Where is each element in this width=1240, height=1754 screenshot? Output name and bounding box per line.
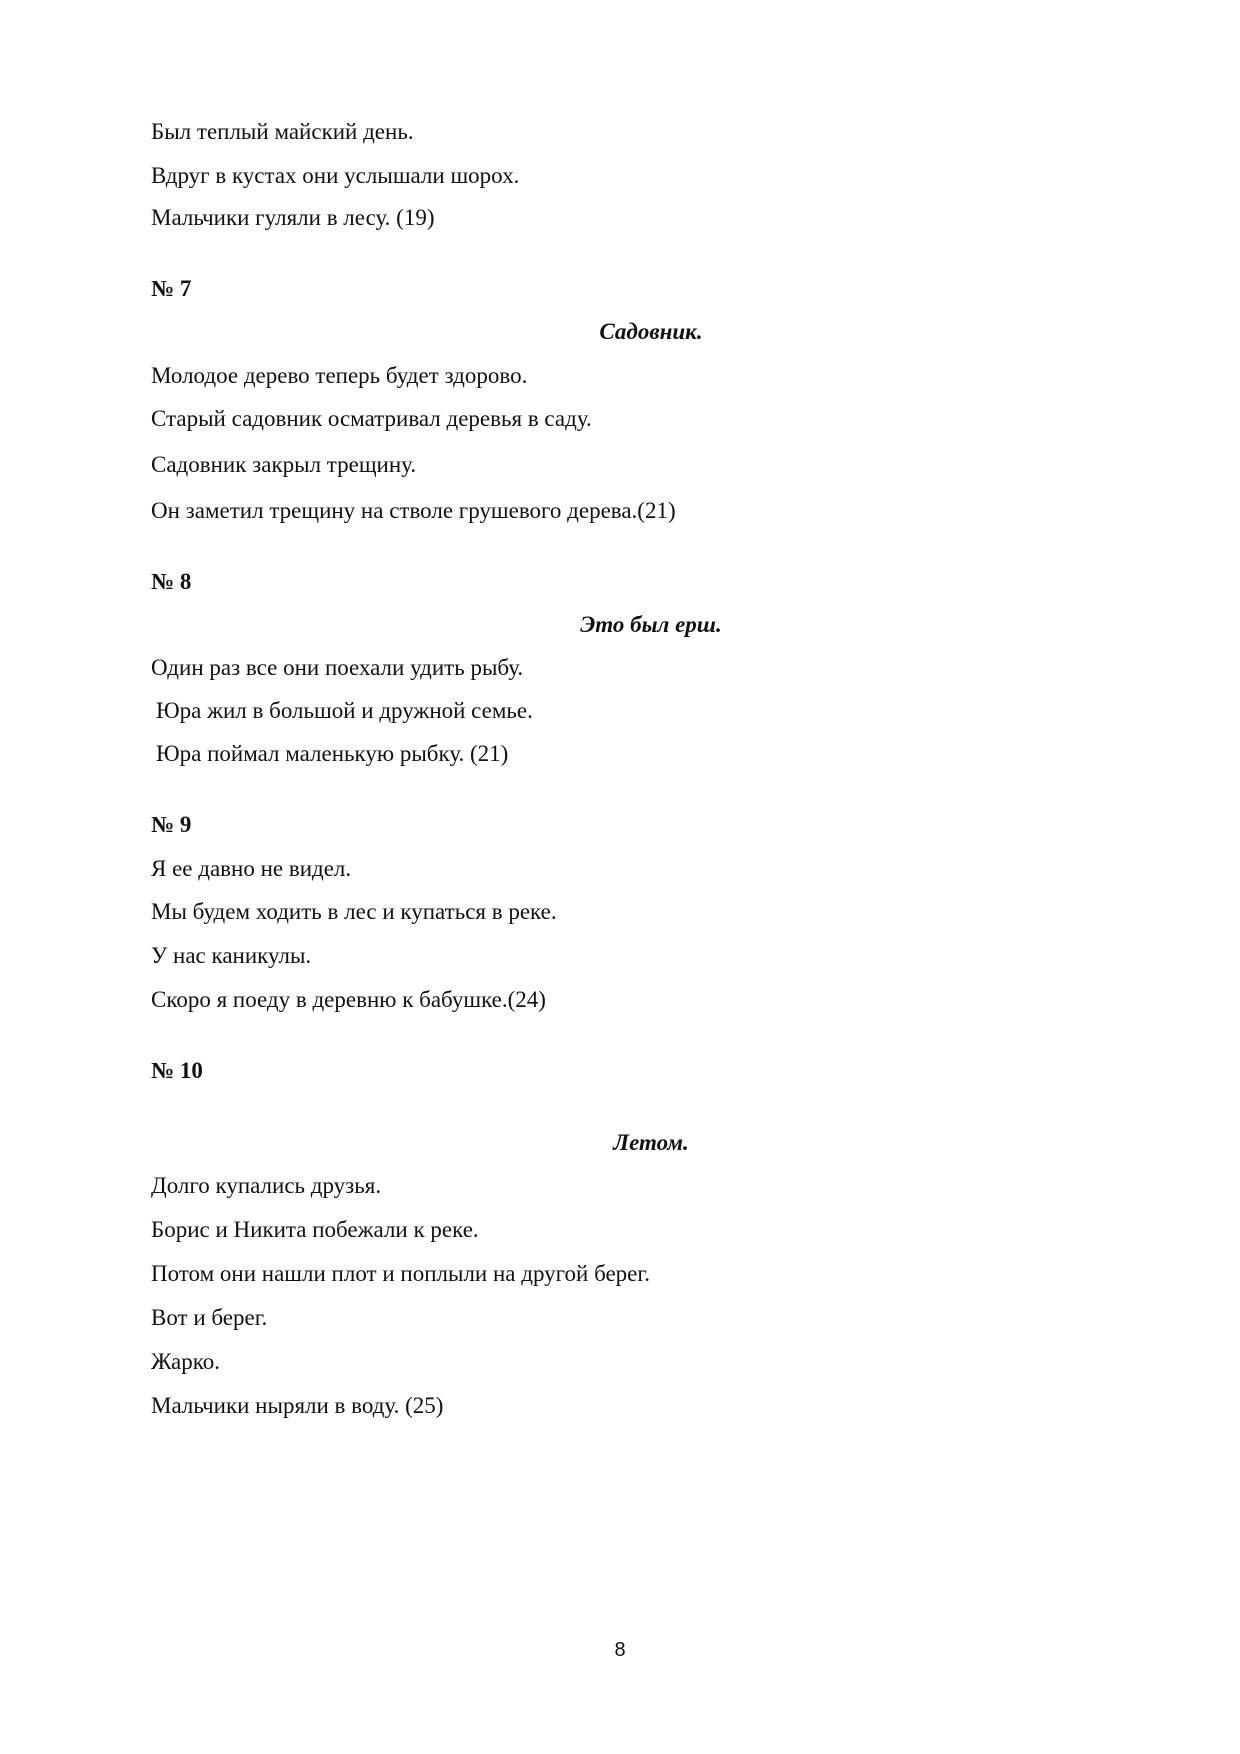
text-line: Юра жил в большой и дружной семье. (156, 698, 533, 723)
text-line: Один раз все они поехали удить рыбу. (151, 655, 524, 680)
text-line: Борис и Никита побежали к реке. (151, 1217, 479, 1242)
exercise-title: Садовник. (599, 319, 703, 344)
exercise-title: Летом. (613, 1130, 689, 1155)
text-line: Мальчики гуляли в лесу. (19) (151, 205, 435, 230)
text-line: Старый садовник осматривал деревья в саду. (151, 406, 592, 431)
text-line: Я ее давно не видел. (151, 856, 352, 881)
exercise-number: № 9 (151, 812, 192, 837)
exercise-number: № 8 (151, 569, 192, 594)
text-line: Молодое дерево теперь будет здорово. (151, 363, 528, 388)
text-line: Скоро я поеду в деревню к бабушке.(24) (151, 987, 546, 1012)
text-line: Садовник закрыл трещину. (151, 452, 417, 477)
text-line: Вдруг в кустах они услышали шорох. (151, 163, 520, 188)
text-line: Мальчики ныряли в воду. (25) (151, 1393, 444, 1418)
text-line: Жарко. (151, 1349, 220, 1374)
text-line: Мы будем ходить в лес и купаться в реке. (151, 899, 557, 924)
text-line: Он заметил трещину на стволе грушевого дерева.(21) (151, 498, 676, 523)
text-line: Потом они нашли плот и поплыли на другой берег. (151, 1261, 650, 1286)
exercise-number: № 10 (151, 1058, 203, 1083)
text-line: Был теплый майский день. (151, 119, 414, 144)
text-line: Вот и берег. (151, 1305, 268, 1330)
exercise-number: № 7 (151, 276, 192, 301)
page-number: 8 (614, 1639, 626, 1661)
text-line: Долго купались друзья. (151, 1173, 382, 1198)
exercise-title: Это был ерш. (580, 612, 722, 637)
text-line: У нас каникулы. (151, 943, 312, 968)
text-line: Юра поймал маленькую рыбку. (21) (156, 741, 509, 766)
